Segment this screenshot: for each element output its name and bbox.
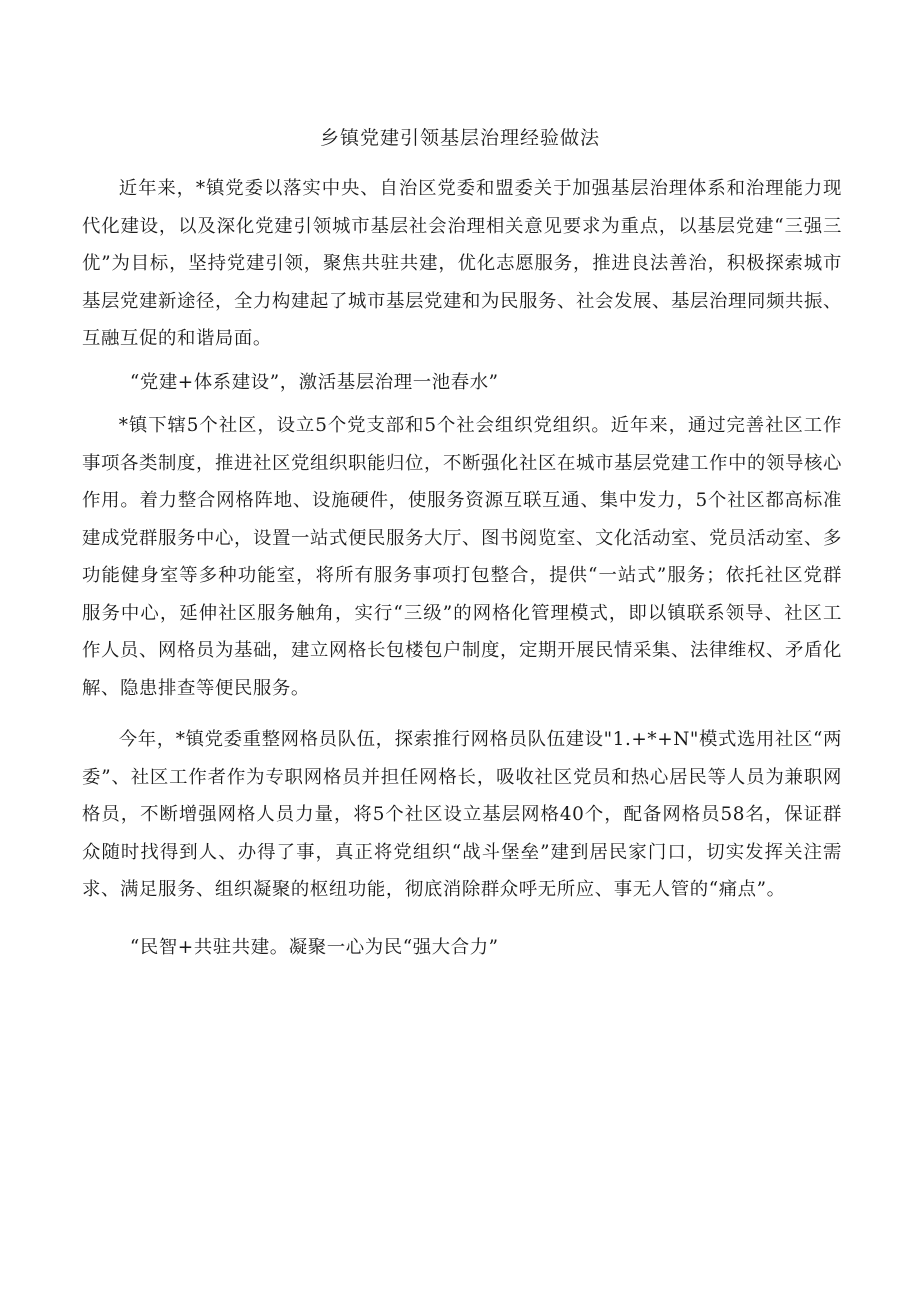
paragraph-intro: 近年来，*镇党委以落实中央、自治区党委和盟委关于加强基层治理体系和治理能力现代化建设，以及深化党建引领城市基层社会治理相关意见要求为重点，以基层党建“三强三优”为目标，坚持党建引领，聚焦共驻共建，优化志愿服务，推进良法善治，积极探索城市基层党建新途径，全力构建起了城市基层党建和为民服务、社会发展、基层治理同频共振、互融互促的和谐局面。: [82, 178, 842, 349]
section-heading-2: “民智+共驻共建。凝聚一心为民“强大合力”: [129, 936, 499, 958]
section-heading-1: “党建+体系建设”，激活基层治理一池春水”: [129, 371, 499, 393]
document-body: [82, 170, 842, 966]
paragraph-section-1-cont: 今年，*镇党委重整网格员队伍，探索推行网格员队伍建设"1.+*+N"模式选用社区“两委”、社区工作者作为专职网格员并担任网格长，吸收社区党员和热心居民等人员为兼职网格员，不断增强网格人员力量，将5个社区设立基层网格40个，配备网格员58名，保证群众随时找得到人、办得了事，真正将党组织“战斗堡垒”建到居民家门口，切实发挥关注需求、满足服务、组织凝聚的枢纽功能，彻底消除群众呼无所应、事无人管的“痛点”。: [82, 729, 842, 900]
document-title: 乡镇党建引领基层治理经验做法: [319, 127, 600, 149]
paragraph-section-1: *镇下辖5个社区，设立5个党支部和5个社会组织党组织。近年来，通过完善社区工作事项各类制度，推进社区党组织职能归位，不断强化社区在城市基层党建工作中的领导核心作用。着力整合网格阵地、设施硬件，使服务资源互联互通、集中发力，5个社区都高标准建成党群服务中心，设置一站式便民服务大厅、图书阅览室、文化活动室、党员活动室、多功能健身室等多种功能室，将所有服务事项打包整合，提供“一站式”服务；依托社区党群服务中心，延伸社区服务触角，实行“三级”的网格化管理模式，即以镇联系领导、社区工作人员、网格员为基础，建立网格长包楼包户制度，定期开展民情采集、法律维权、矛盾化解、隐患排查等便民服务。: [82, 415, 842, 699]
